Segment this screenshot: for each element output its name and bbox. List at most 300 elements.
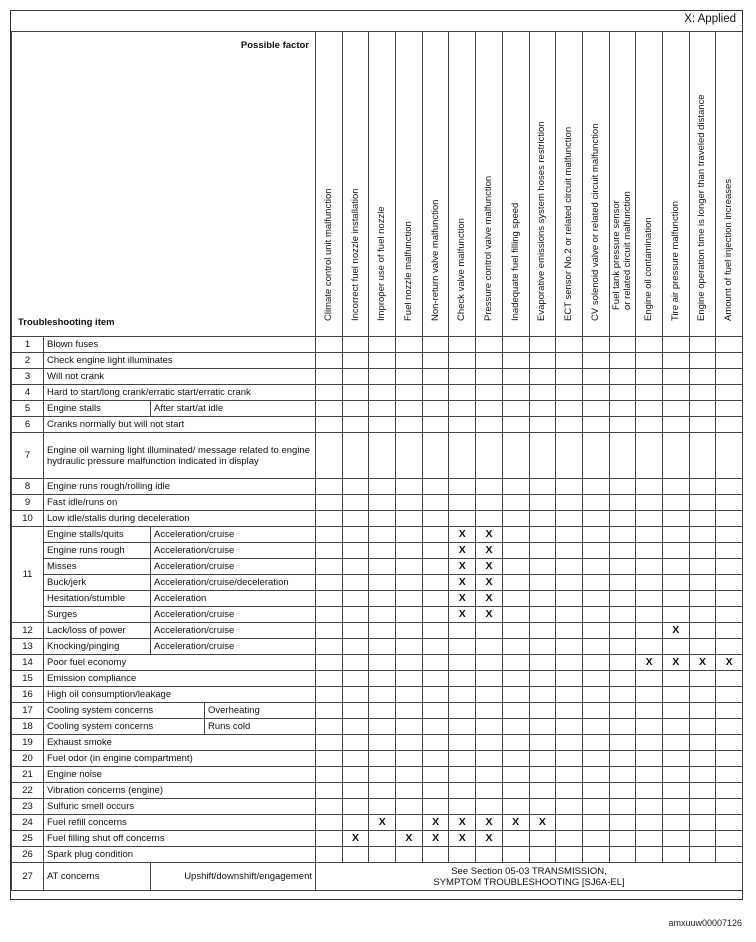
factor-cell [342,719,369,735]
factor-cell [316,591,343,607]
factor-cell [716,575,743,591]
factor-header-11 [582,32,609,337]
factor-cell [582,527,609,543]
applied-mark: X [476,527,503,543]
factor-cell [316,511,343,527]
symptom-item: Blown fuses [44,337,316,353]
factor-cell [609,767,636,783]
factor-header-8 [502,32,529,337]
factor-cell [716,417,743,433]
factor-cell [476,735,503,751]
factor-cell [529,767,556,783]
factor-cell [316,719,343,735]
factor-cell [502,511,529,527]
factor-cell [556,719,583,735]
factor-cell [449,671,476,687]
table-row [12,815,743,831]
factor-cell [316,687,343,703]
table-row [12,735,743,751]
factor-cell [369,831,396,847]
row-number: 9 [12,495,44,511]
row-number: 3 [12,369,44,385]
row-number: 18 [12,719,44,735]
factor-cell [369,511,396,527]
row-number: 22 [12,783,44,799]
symptom-item: Engine stalls/quits [44,527,151,543]
factor-cell [636,559,663,575]
symptom-item: Will not crank [44,369,316,385]
symptom-condition: Acceleration/cruise [151,607,316,623]
factor-cell [369,783,396,799]
factor-cell [609,783,636,799]
factor-cell [396,511,423,527]
factor-cell [689,337,716,353]
factor-cell [316,815,343,831]
factor-cell [422,623,449,639]
factor-cell [449,337,476,353]
factor-label: Fuel nozzle malfunction [402,220,414,321]
factor-cell [529,655,556,671]
factor-cell [582,783,609,799]
factor-cell [342,847,369,863]
factor-cell [636,799,663,815]
factor-cell [422,783,449,799]
factor-cell [582,655,609,671]
factor-cell [689,543,716,559]
symptom-item: Lack/loss of power [44,623,151,639]
row-number: 8 [12,479,44,495]
factor-cell [609,751,636,767]
factor-cell [396,671,423,687]
factor-cell [716,671,743,687]
table-row [12,687,743,703]
table-row [12,591,743,607]
factor-cell [396,417,423,433]
factor-cell [609,369,636,385]
factor-cell [556,847,583,863]
factor-label: Tire air pressure malfunction [669,200,681,321]
factor-cell [609,623,636,639]
factor-cell [529,703,556,719]
table-row [12,433,743,479]
applied-mark: X [476,607,503,623]
table-row [12,719,743,735]
factor-cell [716,735,743,751]
factor-cell [636,623,663,639]
factor-cell [342,417,369,433]
row-number: 11 [12,527,44,623]
factor-cell [369,655,396,671]
factor-cell [342,767,369,783]
factor-header-15 [689,32,716,337]
factor-cell [342,353,369,369]
symptom-item: Spark plug condition [44,847,316,863]
symptom-item: Cooling system concerns [44,719,205,735]
symptom-item: Fast idle/runs on [44,495,316,511]
factor-cell [422,527,449,543]
factor-cell [396,719,423,735]
factor-label: Check valve malfunction [456,217,468,321]
factor-cell [369,559,396,575]
applied-mark: X [449,831,476,847]
factor-cell [689,799,716,815]
applied-mark: X [449,607,476,623]
factor-cell [369,703,396,719]
applied-mark: X [636,655,663,671]
factor-cell [689,369,716,385]
factor-cell [342,401,369,417]
header-corner [12,32,316,337]
symptom-item: Vibration concerns (engine) [44,783,316,799]
factor-cell [716,767,743,783]
factor-cell [716,591,743,607]
factor-cell [636,783,663,799]
factor-cell [636,543,663,559]
factor-cell [556,401,583,417]
factor-cell [636,575,663,591]
factor-cell [396,401,423,417]
factor-cell [316,671,343,687]
factor-cell [662,831,689,847]
factor-header-12 [609,32,636,337]
table-row [12,575,743,591]
factor-cell [369,591,396,607]
factor-cell [422,639,449,655]
applied-mark: X [396,831,423,847]
symptom-item: Engine runs rough [44,543,151,559]
factor-cell [662,847,689,863]
factor-cell [369,385,396,401]
factor-cell [636,353,663,369]
factor-cell [369,799,396,815]
factor-cell [636,847,663,863]
symptom-condition: Acceleration/cruise [151,543,316,559]
factor-cell [529,337,556,353]
row-number: 23 [12,799,44,815]
factor-cell [582,671,609,687]
factor-cell [342,735,369,751]
factor-cell [529,401,556,417]
applied-mark: X [422,831,449,847]
factor-cell [476,783,503,799]
row-number: 6 [12,417,44,433]
factor-cell [396,575,423,591]
factor-cell [556,495,583,511]
factor-cell [502,527,529,543]
factor-cell [716,433,743,479]
factor-cell [609,527,636,543]
factor-cell [342,385,369,401]
symptom-item: High oil consumption/leakage [44,687,316,703]
factor-cell [396,479,423,495]
row-number: 10 [12,511,44,527]
factor-cell [529,671,556,687]
symptom-item: Fuel odor (in engine compartment) [44,751,316,767]
factor-cell [609,815,636,831]
factor-cell [689,847,716,863]
factor-cell [342,799,369,815]
factor-cell [369,543,396,559]
row-number: 19 [12,735,44,751]
factor-cell [582,831,609,847]
factor-cell [422,559,449,575]
factor-cell [422,751,449,767]
factor-cell [449,847,476,863]
symptom-item: Engine runs rough/rolling idle [44,479,316,495]
factor-cell [689,687,716,703]
factor-cell [636,479,663,495]
factor-cell [396,591,423,607]
table-row [12,703,743,719]
symptom-item: Surges [44,607,151,623]
factor-cell [342,575,369,591]
factor-cell [396,527,423,543]
factor-cell [422,655,449,671]
factor-cell [636,815,663,831]
factor-cell [529,623,556,639]
factor-cell [449,495,476,511]
factor-cell [316,543,343,559]
table-row [12,639,743,655]
table-row [12,511,743,527]
factor-cell [662,687,689,703]
factor-cell [396,385,423,401]
factor-cell [449,385,476,401]
factor-cell [582,385,609,401]
factor-cell [369,337,396,353]
factor-cell [582,353,609,369]
table-row [12,607,743,623]
possible-factor-label: Possible factor [240,40,309,51]
factor-cell [689,703,716,719]
row-number: 25 [12,831,44,847]
factor-cell [582,479,609,495]
factor-cell [716,623,743,639]
table-row [12,751,743,767]
factor-cell [476,847,503,863]
factor-cell [396,751,423,767]
factor-cell [422,337,449,353]
factor-cell [662,495,689,511]
factor-cell [502,607,529,623]
factor-cell [342,337,369,353]
factor-cell [316,799,343,815]
table-row [12,353,743,369]
factor-cell [529,735,556,751]
factor-cell [662,353,689,369]
symptom-item: Buck/jerk [44,575,151,591]
factor-cell [449,703,476,719]
symptom-item: Sulfuric smell occurs [44,799,316,815]
table-row [12,831,743,847]
factor-cell [396,623,423,639]
factor-cell [689,767,716,783]
factor-cell [369,687,396,703]
factor-cell [716,847,743,863]
factor-cell [396,433,423,479]
table-row [12,369,743,385]
factor-cell [476,385,503,401]
factor-cell [556,751,583,767]
factor-cell [449,353,476,369]
symptom-item: Engine oil warning light illuminated/ message related to engine hydraulic pressure malfunction indicated in display [44,433,316,479]
factor-cell [556,831,583,847]
factor-cell [502,495,529,511]
factor-cell [556,735,583,751]
factor-cell [582,815,609,831]
factor-cell [609,847,636,863]
factor-cell [342,623,369,639]
factor-cell [342,751,369,767]
factor-cell [609,687,636,703]
factor-cell [689,527,716,543]
factor-cell [316,401,343,417]
factor-cell [369,847,396,863]
factor-cell [422,385,449,401]
factor-cell [342,511,369,527]
see-section-note: See Section 05-03 TRANSMISSION, SYMPTOM TROUBLESHOOTING [SJ6A-EL] [316,863,743,891]
factor-cell [529,417,556,433]
factor-cell [342,543,369,559]
symptom-condition: Upshift/downshift/engagement [151,863,316,891]
table-row [12,559,743,575]
factor-cell [662,799,689,815]
row-number: 27 [12,863,44,891]
factor-cell [609,575,636,591]
header-row [12,32,743,337]
factor-cell [342,369,369,385]
factor-cell [636,735,663,751]
factor-cell [396,543,423,559]
factor-cell [582,575,609,591]
factor-label: Evaporative emissions system hoses restriction [536,120,548,321]
factor-cell [662,369,689,385]
factor-cell [449,767,476,783]
symptom-condition: After start/at idle [151,401,316,417]
factor-cell [609,831,636,847]
factor-cell [716,703,743,719]
factor-cell [636,671,663,687]
applied-mark: X [449,575,476,591]
factor-cell [316,369,343,385]
factor-cell [342,527,369,543]
factor-cell [449,623,476,639]
factor-cell [609,495,636,511]
factor-cell [556,639,583,655]
factor-cell [529,751,556,767]
factor-cell [582,751,609,767]
factor-cell [369,767,396,783]
factor-cell [689,353,716,369]
factor-label: Improper use of fuel nozzle [376,205,388,321]
applied-mark: X [716,655,743,671]
factor-cell [582,623,609,639]
symptom-condition: Runs cold [205,719,316,735]
factor-cell [396,767,423,783]
factor-cell [609,433,636,479]
factor-cell [529,719,556,735]
applied-mark: X [369,815,396,831]
factor-cell [689,783,716,799]
factor-cell [529,385,556,401]
factor-cell [342,639,369,655]
factor-cell [662,719,689,735]
table-row [12,655,743,671]
factor-cell [449,719,476,735]
factor-cell [609,591,636,607]
factor-cell [502,575,529,591]
factor-cell [342,687,369,703]
factor-cell [556,527,583,543]
factor-cell [556,417,583,433]
factor-cell [609,385,636,401]
factor-label: Fuel tank pressure sensor [611,200,623,310]
factor-cell [662,559,689,575]
factor-cell [609,417,636,433]
factor-cell [716,527,743,543]
factor-cell [316,575,343,591]
factor-cell [369,417,396,433]
symptom-condition: Acceleration/cruise/deceleration [151,575,316,591]
figure-id: amxuuw00007126 [668,918,742,928]
factor-cell [582,495,609,511]
row-number: 24 [12,815,44,831]
factor-cell [636,511,663,527]
factor-cell [502,831,529,847]
troubleshooting-item-label: Troubleshooting item [18,317,115,328]
factor-cell [502,543,529,559]
symptom-item: AT concerns [44,863,151,891]
factor-cell [609,607,636,623]
factor-cell [556,799,583,815]
factor-cell [582,735,609,751]
factor-cell [529,495,556,511]
factor-cell [476,369,503,385]
factor-cell [582,799,609,815]
factor-cell [662,337,689,353]
factor-cell [689,575,716,591]
table-row [12,385,743,401]
factor-cell [716,607,743,623]
factor-cell [636,639,663,655]
factor-cell [716,783,743,799]
factor-cell [556,337,583,353]
factor-cell [342,671,369,687]
table-row [12,767,743,783]
symptom-item: Check engine light illuminates [44,353,316,369]
factor-cell [449,687,476,703]
factor-cell [609,511,636,527]
factor-cell [529,369,556,385]
factor-cell [422,799,449,815]
factor-cell [662,815,689,831]
factor-cell [556,767,583,783]
factor-cell [476,495,503,511]
factor-cell [689,401,716,417]
factor-cell [316,607,343,623]
factor-cell [689,591,716,607]
factor-cell [636,337,663,353]
factor-cell [662,479,689,495]
factor-cell [662,433,689,479]
factor-cell [689,559,716,575]
factor-cell [369,479,396,495]
row-number: 12 [12,623,44,639]
factor-cell [396,847,423,863]
applied-mark: X [689,655,716,671]
factor-cell [422,479,449,495]
table-row [12,783,743,799]
